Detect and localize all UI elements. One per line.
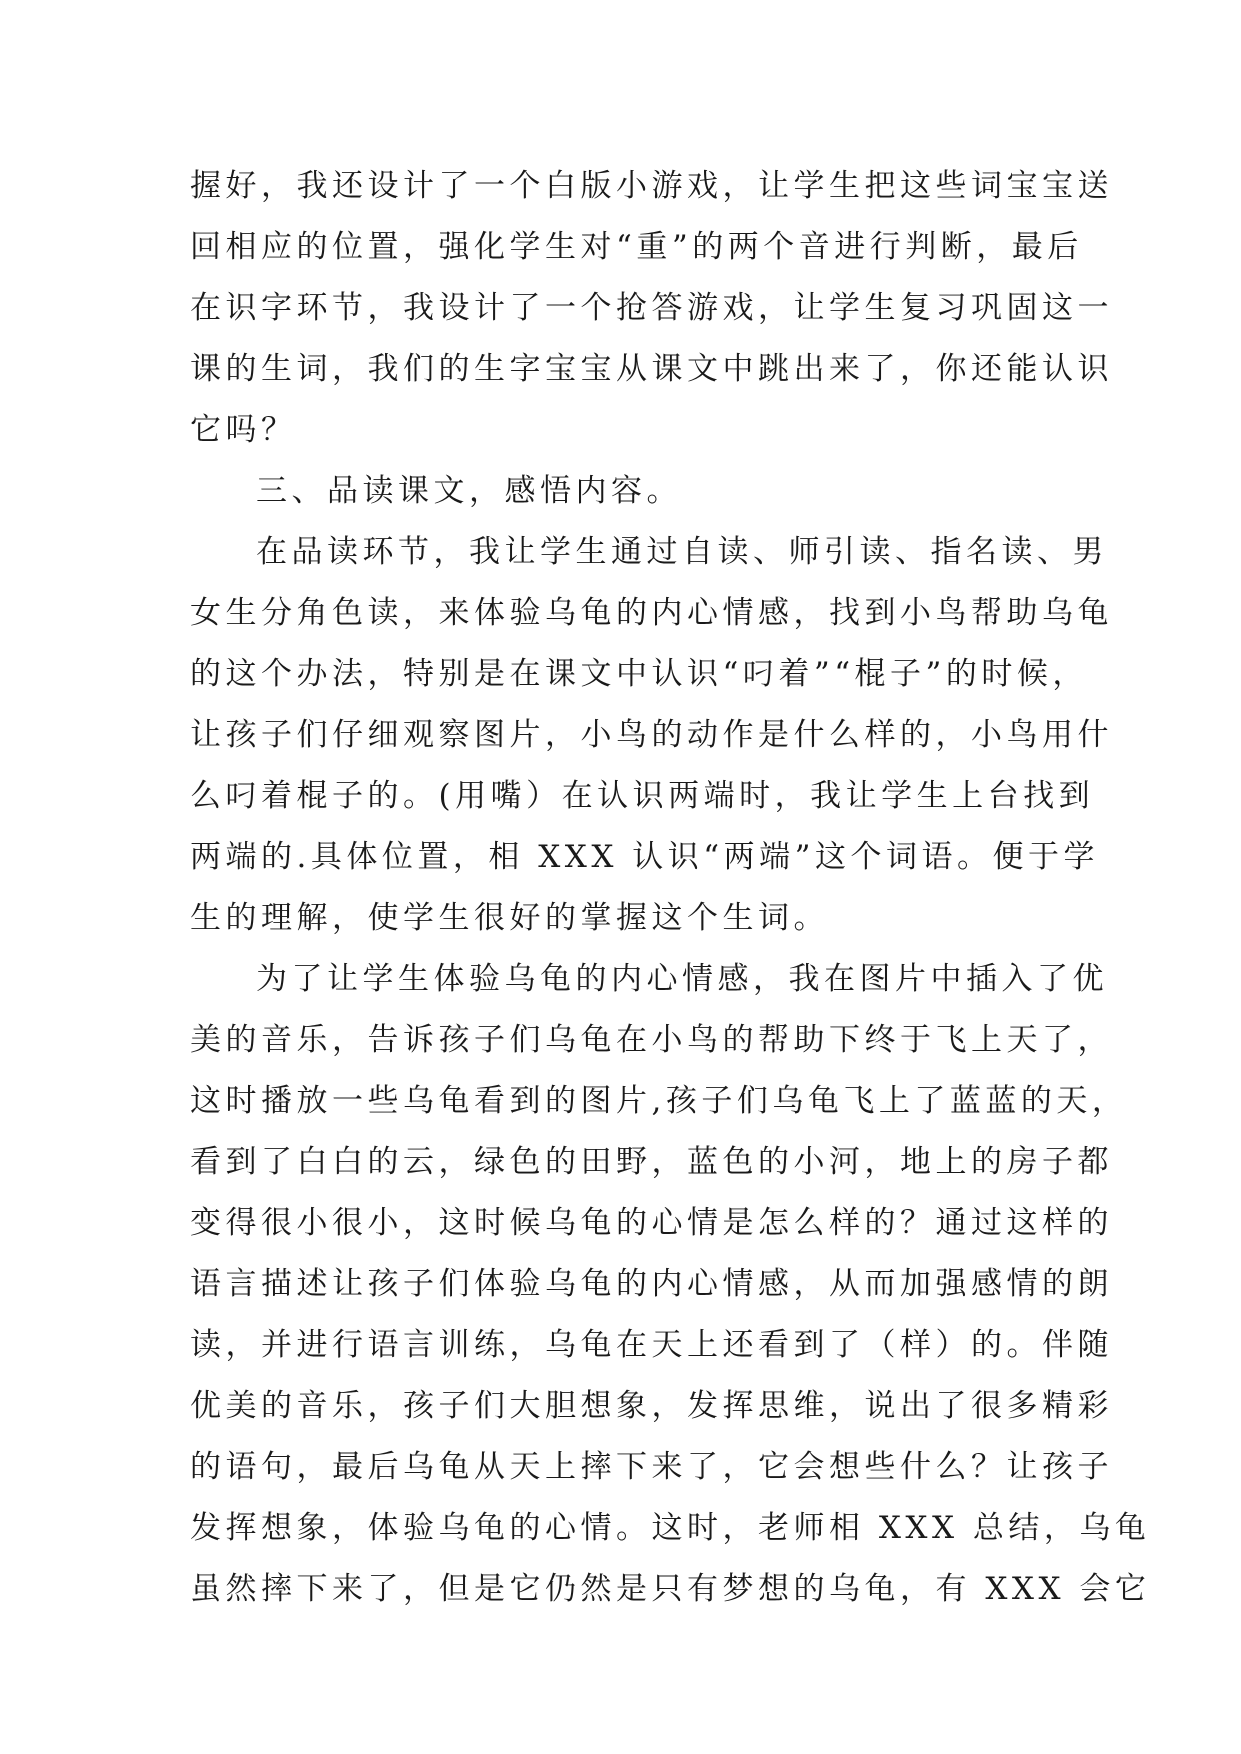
text-line: 两端的.具体位置，相 XXX 认识“两端”这个词语。便于学 — [190, 839, 1099, 875]
text-line: 变得很小很小，这时候乌龟的心情是怎么样的？通过这样的 — [190, 1205, 1113, 1241]
text-line: 握好，我还设计了一个白版小游戏，让学生把这些词宝宝送 — [190, 168, 1113, 204]
text-line: 看到了白白的云，绿色的田野，蓝色的小河，地上的房子都 — [190, 1144, 1113, 1180]
text-line: 读，并进行语言训练，乌龟在天上还看到了（样）的。伴随 — [190, 1327, 1113, 1363]
text-line: 回相应的位置，强化学生对“重”的两个音进行判断，最后 — [190, 229, 1083, 265]
paragraph-first-line: 三、品读课文，感悟内容。 — [256, 473, 682, 509]
text-line: 语言描述让孩子们体验乌龟的内心情感，从而加强感情的朗 — [190, 1266, 1113, 1302]
text-line: 虽然摔下来了，但是它仍然是只有梦想的乌龟，有 XXX 会它 — [190, 1571, 1151, 1607]
text-line: 美的音乐，告诉孩子们乌龟在小鸟的帮助下终于飞上天了， — [190, 1022, 1113, 1058]
text-line: 的语句，最后乌龟从天上摔下来了，它会想些什么？让孩子 — [190, 1449, 1113, 1485]
document-body — [190, 156, 1151, 1620]
text-line: 发挥想象，体验乌龟的心情。这时，老师相 XXX 总结，乌龟 — [190, 1510, 1151, 1546]
text-line: 课的生词，我们的生字宝宝从课文中跳出来了，你还能认识 — [190, 351, 1113, 387]
text-line: 的这个办法，特别是在课文中认识“叼着”“棍子”的时候， — [190, 656, 1088, 692]
text-line: 它吗？ — [190, 412, 297, 448]
text-line: 让孩子们仔细观察图片，小鸟的动作是什么样的，小鸟用什 — [190, 717, 1113, 753]
paragraph-first-line: 在品读环节，我让学生通过自读、师引读、指名读、男 — [256, 534, 1108, 570]
text-line: 在识字环节，我设计了一个抢答游戏，让学生复习巩固这一 — [190, 290, 1113, 326]
text-line: 女生分角色读，来体验乌龟的内心情感，找到小鸟帮助乌龟 — [190, 595, 1113, 631]
text-line: 么叼着棍子的。(用嘴）在认识两端时，我让学生上台找到 — [190, 778, 1095, 814]
text-line: 这时播放一些乌龟看到的图片,孩子们乌龟飞上了蓝蓝的天， — [190, 1083, 1128, 1119]
text-line: 优美的音乐，孩子们大胆想象，发挥思维，说出了很多精彩 — [190, 1388, 1113, 1424]
text-line: 生的理解，使学生很好的掌握这个生词。 — [190, 900, 829, 936]
paragraph-first-line: 为了让学生体验乌龟的内心情感，我在图片中插入了优 — [256, 961, 1108, 997]
